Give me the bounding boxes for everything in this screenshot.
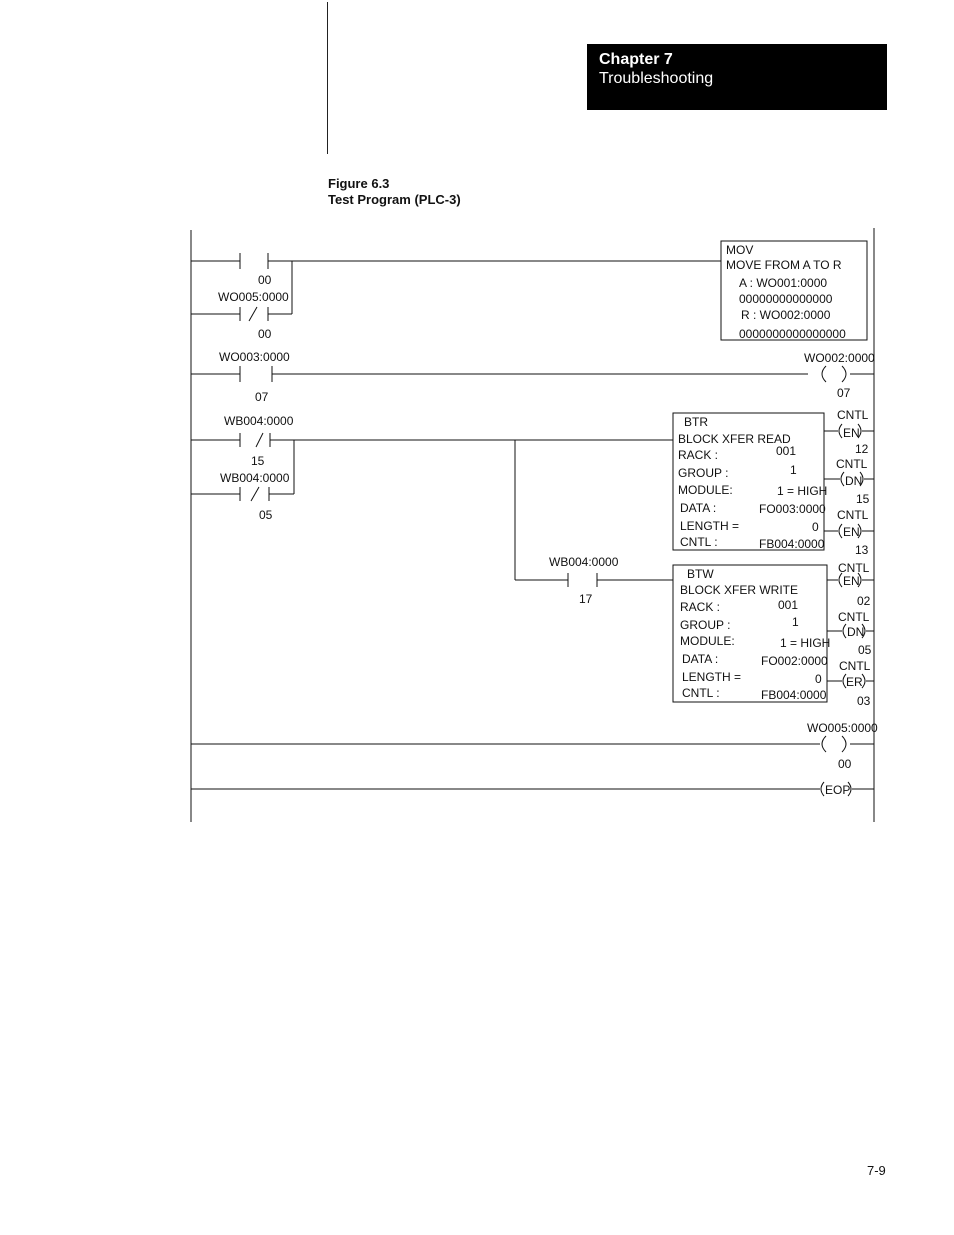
btw-coil-dn-05 <box>827 610 874 657</box>
contact-bit-label: 05 <box>259 508 273 522</box>
svg-text:1: 1 <box>790 463 797 477</box>
svg-text:001: 001 <box>778 598 799 612</box>
btw-coil-er-03 <box>827 659 874 708</box>
svg-text:BLOCK XFER READ: BLOCK XFER READ <box>678 432 791 446</box>
btr-coil-dn-15 <box>824 457 874 506</box>
svg-text:0: 0 <box>812 520 819 534</box>
svg-text:EOP: EOP <box>825 783 851 797</box>
svg-text:DATA :: DATA : <box>680 501 717 515</box>
contact-address-label: WO005:0000 <box>218 290 289 304</box>
chapter-number: Chapter 7 <box>599 51 673 68</box>
svg-text:MODULE:: MODULE: <box>678 483 733 497</box>
svg-text:DN: DN <box>845 474 863 488</box>
svg-text:03: 03 <box>857 694 871 708</box>
svg-text:12: 12 <box>855 442 869 456</box>
coil-address-label: WO002:0000 <box>804 351 875 365</box>
svg-text:BTW: BTW <box>687 567 714 581</box>
svg-text:0: 0 <box>815 672 822 686</box>
rung-3 <box>191 408 874 708</box>
svg-text:EN: EN <box>843 574 860 588</box>
svg-text:A : WO001:0000: A : WO001:0000 <box>739 276 828 290</box>
rung-4 <box>191 721 878 771</box>
svg-text:ER: ER <box>846 675 863 689</box>
contact-no-wo005-00 <box>240 253 268 269</box>
figure-number: Figure 6.3 <box>328 176 390 191</box>
svg-text:CNTL: CNTL <box>838 610 870 624</box>
contact-nc-wb004-15 <box>240 433 270 447</box>
svg-text:FO003:0000: FO003:0000 <box>759 502 826 516</box>
figure-title: Test Program (PLC-3) <box>328 192 461 207</box>
coil-bit-label: 00 <box>838 757 852 771</box>
contact-no-wb004-17 <box>568 573 597 587</box>
coil-address-label: WO005:0000 <box>807 721 878 735</box>
svg-text:LENGTH =: LENGTH = <box>682 670 742 684</box>
page-number: 7-9 <box>867 1163 886 1178</box>
svg-text:RACK :: RACK : <box>678 448 719 462</box>
svg-text:CNTL: CNTL <box>837 508 869 522</box>
contact-bit-label: 00 <box>258 273 272 287</box>
contact-address-label: WB004:0000 <box>549 555 619 569</box>
chapter-title: Troubleshooting <box>599 70 714 87</box>
svg-text:CNTL: CNTL <box>838 561 870 575</box>
btr-coil-en-12 <box>824 408 874 456</box>
rung-2 <box>191 350 875 404</box>
svg-text:EN: EN <box>843 525 860 539</box>
contact-address-label: WB004:0000 <box>220 471 290 485</box>
svg-text:DN: DN <box>847 625 865 639</box>
contact-no-wo003-07 <box>240 366 272 382</box>
svg-text:EN: EN <box>843 426 860 440</box>
svg-text:CNTL :: CNTL : <box>680 535 718 549</box>
svg-text:00000000000000: 00000000000000 <box>739 292 833 306</box>
contact-bit-label: 15 <box>251 454 265 468</box>
svg-text:BTR: BTR <box>684 415 708 429</box>
svg-text:0000000000000000: 0000000000000000 <box>739 327 846 341</box>
contact-bit-label: 00 <box>258 327 272 341</box>
btr-block <box>673 413 827 551</box>
btr-coil-en-13 <box>824 508 874 557</box>
svg-text:DATA :: DATA : <box>682 652 719 666</box>
svg-text:CNTL :: CNTL : <box>682 686 720 700</box>
svg-text:001: 001 <box>776 444 797 458</box>
svg-text:LENGTH =: LENGTH = <box>680 519 740 533</box>
svg-text:RACK :: RACK : <box>680 600 721 614</box>
svg-text:FB004:0000: FB004:0000 <box>759 537 825 551</box>
svg-text:GROUP :: GROUP : <box>680 618 731 632</box>
svg-text:FO002:0000: FO002:0000 <box>761 654 828 668</box>
rung-1 <box>191 241 867 341</box>
svg-text:MODULE:: MODULE: <box>680 634 735 648</box>
svg-text:1 = HIGH: 1 = HIGH <box>777 484 828 498</box>
svg-text:05: 05 <box>858 643 872 657</box>
eop-instruction <box>821 782 851 797</box>
svg-text:FB004:0000: FB004:0000 <box>761 688 827 702</box>
mov-block <box>721 241 867 341</box>
svg-text:CNTL: CNTL <box>836 457 868 471</box>
svg-text:GROUP :: GROUP : <box>678 466 729 480</box>
btw-coil-en-02 <box>827 561 874 608</box>
svg-text:R : WO002:0000: R : WO002:0000 <box>741 308 831 322</box>
svg-text:CNTL: CNTL <box>839 659 871 673</box>
btw-branch <box>515 440 673 606</box>
svg-text:1 = HIGH: 1 = HIGH <box>780 636 831 650</box>
svg-text:CNTL: CNTL <box>837 408 869 422</box>
output-coil-wo002-07 <box>822 366 846 382</box>
output-coil-wo005-00 <box>822 736 846 752</box>
contact-bit-label: 17 <box>579 592 593 606</box>
svg-text:MOVE FROM A TO R: MOVE FROM A TO R <box>726 258 842 272</box>
svg-text:BLOCK XFER WRITE: BLOCK XFER WRITE <box>680 583 799 597</box>
svg-text:1: 1 <box>792 615 799 629</box>
contact-bit-label: 07 <box>255 390 269 404</box>
svg-text:13: 13 <box>855 543 869 557</box>
contact-address-label: WO003:0000 <box>219 350 290 364</box>
btw-block <box>673 565 830 702</box>
svg-text:02: 02 <box>857 594 871 608</box>
coil-bit-label: 07 <box>837 386 851 400</box>
svg-text:MOV: MOV <box>726 243 754 257</box>
rung-5 <box>191 782 874 797</box>
contact-address-label: WB004:0000 <box>224 414 294 428</box>
svg-text:15: 15 <box>856 492 870 506</box>
